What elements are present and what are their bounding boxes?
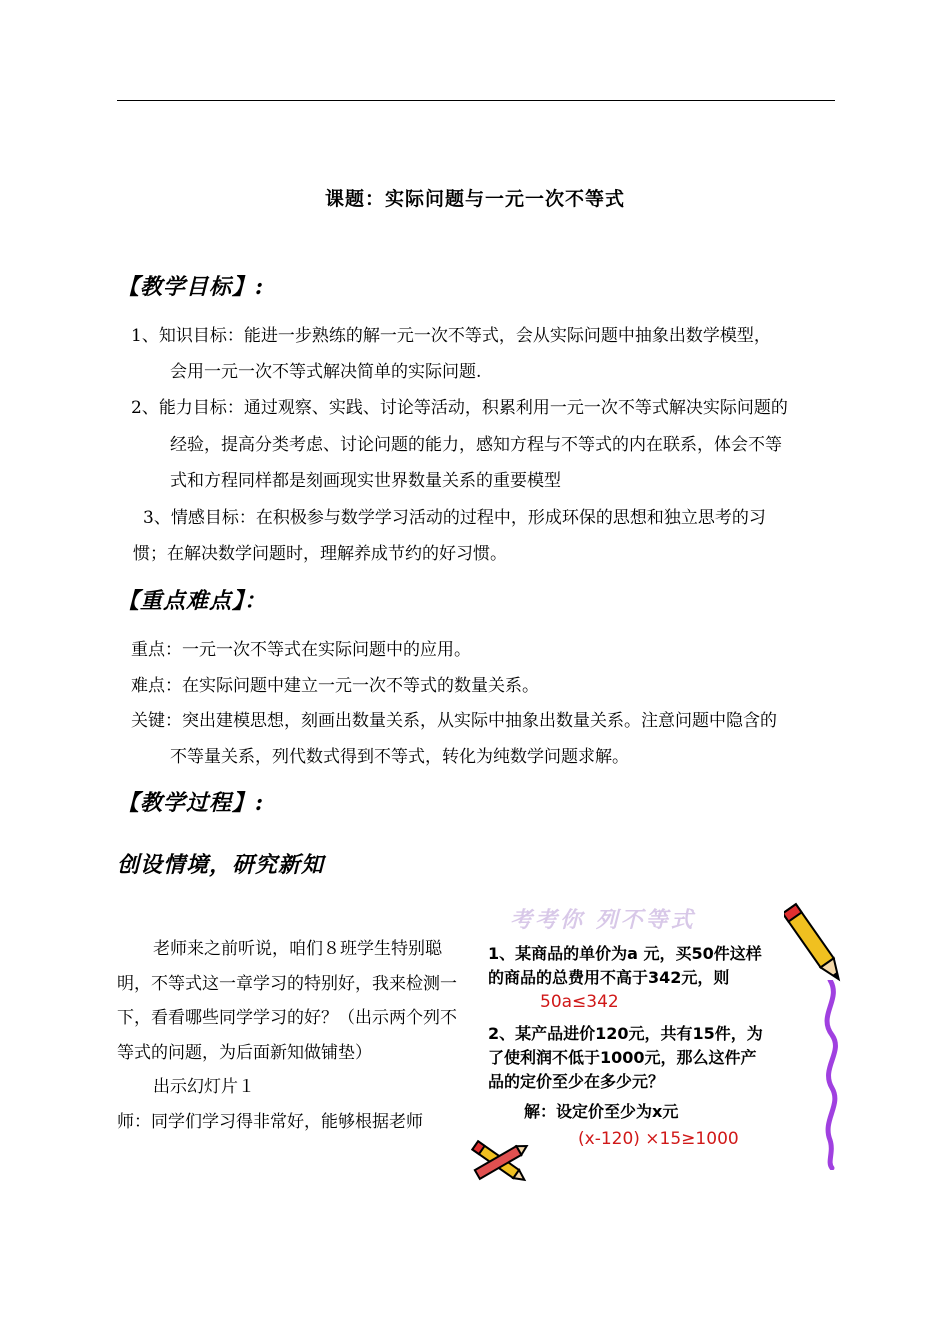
objective-2-line-2: 经验，提高分类考虑、讨论问题的能力，感知方程与不等式的内在联系，体会不等 [170,435,782,455]
pencil-icon [784,897,844,992]
slide-q1-answer: 50a≤342 [540,992,619,1012]
slide-q2-answer: (x-120) ×15≥1000 [578,1129,739,1149]
objective-2-line-1: 2、能力目标：通过观察、实践、讨论等活动，积累利用一元一次不等式解决实际问题的 [131,398,788,418]
objective-3-line-2: 惯；在解决数学问题时，理解养成节约的好习惯。 [133,544,507,564]
objective-1-line-1: 1、知识目标：能进一步熟练的解一元一次不等式，会从实际问题中抽象出数学模型， [131,326,771,346]
key-points-heading: 【重点难点】： [117,588,268,614]
slide-q2-line-3: 品的定价至少在多少元？ [488,1072,665,1091]
slide-banner: 考考你 列不等式 [510,908,696,933]
narrative-paragraph-3: 师：同学们学习得非常好，能够根据老师 [117,1111,423,1132]
crossed-pencils-icon [464,1131,534,1193]
header-rule [117,100,835,101]
lesson-narrative [117,932,457,1139]
slide-q1-line-1: 1、某商品的单价为a 元，买50件这样 [488,944,762,963]
slide-q2-line-1: 2、某产品进价120元，共有15件，为 [488,1024,763,1043]
ribbon-icon [812,980,847,1170]
objective-2-line-3: 式和方程同样都是刻画现实世界数量关系的重要模型 [170,471,561,491]
key-text-line-1: 关键：突出建模思想，刻画出数量关系，从实际中抽象出数量关系。注意问题中隐含的 [131,711,777,731]
objectives-heading: 【教学目标】: [117,274,265,300]
slide-q1-line-2: 的商品的总费用不高于342元，则 [488,968,730,987]
difficulty-text: 难点：在实际问题中建立一元一次不等式的数量关系。 [131,676,539,696]
slide-q2-solution: 解：设定价至少为x元 [524,1102,679,1121]
narrative-paragraph-1: 老师来之前听说，咱们８班学生特别聪明，不等式这一章学习的特别好，我来检测一下，看看哪些同学学习的好？（出示两个列不等式的问题，为后面新知做铺垫） [117,939,457,1063]
objective-3-line-1: 3、情感目标：在积极参与数学学习活动的过程中，形成环保的思想和独立思考的习 [143,508,766,528]
focus-text: 重点：一元一次不等式在实际问题中的应用。 [131,640,471,660]
slide-q2-line-2: 了使利润不低于1000元，那么这件产 [488,1048,757,1067]
objective-1-line-2: 会用一元一次不等式解决简单的实际问题. [170,362,482,382]
slide-image [462,895,847,1195]
key-text-line-2: 不等量关系，列代数式得到不等式，转化为纯数学问题求解。 [170,747,629,767]
process-heading: 【教学过程】: [117,790,265,816]
section-title: 创设情境，研究新知 [117,852,325,878]
page-title: 课题：实际问题与一元一次不等式 [324,188,625,210]
narrative-paragraph-2: 出示幻灯片１ [153,1077,255,1097]
